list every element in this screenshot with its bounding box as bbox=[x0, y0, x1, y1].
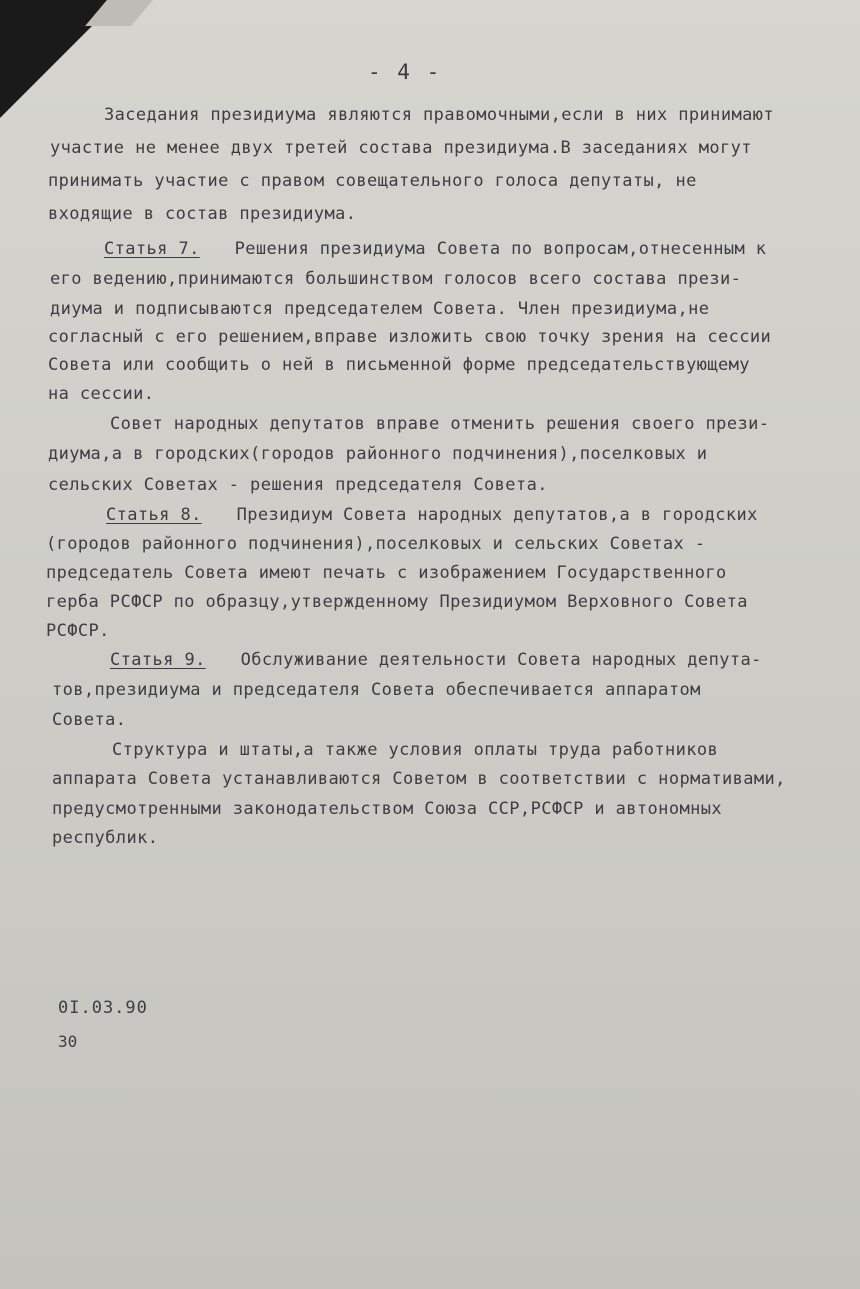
article-9-heading: Статья 9. bbox=[110, 650, 206, 670]
article-7-heading: Статья 7. bbox=[104, 239, 200, 259]
document-code: 30 bbox=[58, 1032, 78, 1051]
text-line: республик. bbox=[52, 828, 159, 848]
text-line: тов,президиума и председателя Совета обеспечивается аппаратом bbox=[52, 680, 701, 700]
text-line: Заседания президиума являются правомочными,если в них принимают bbox=[104, 105, 774, 125]
text-line: (городов районного подчинения),поселковых и сельских Советах - bbox=[46, 534, 706, 554]
text-line: председатель Совета имеют печать с изображением Государственного bbox=[46, 563, 727, 583]
article-8-heading: Статья 8. bbox=[106, 505, 202, 525]
text-line: РСФСР. bbox=[46, 621, 110, 641]
document-date: 0I.03.90 bbox=[58, 998, 148, 1018]
text-line: Совета или сообщить о ней в письменной форме председательствующему bbox=[48, 355, 750, 375]
text-line: на сессии. bbox=[48, 384, 155, 404]
text-line: диума,а в городских(городов районного подчинения),поселковых и bbox=[48, 444, 708, 464]
text-line: согласный с его решением,вправе изложить свою точку зрения на сессии bbox=[48, 327, 772, 347]
text-line: Совета. bbox=[52, 710, 127, 730]
text-line: аппарата Совета устанавливаются Советом в соответствии с нормативами, bbox=[52, 769, 786, 789]
text-line: входящие в состав президиума. bbox=[48, 204, 357, 224]
text-line: Обслуживание деятельности Совета народных депута- bbox=[230, 650, 762, 670]
text-line: Решения президиума Совета по вопросам,отнесенным к bbox=[224, 239, 767, 259]
text-line: герба РСФСР по образцу,утвержденному Президиумом Верховного Совета bbox=[46, 592, 748, 612]
text-line: Президиум Совета народных депутатов,а в городских bbox=[226, 505, 758, 525]
text-line: сельских Советах - решения председателя Совета. bbox=[48, 475, 548, 495]
text-line: диума и подписываются председателем Совета. Член президиума,не bbox=[50, 299, 710, 319]
text-line: принимать участие с правом совещательного голоса депутаты, не bbox=[48, 171, 697, 191]
text-line: Совет народных депутатов вправе отменить решения своего прези- bbox=[110, 414, 770, 434]
text-line: его ведению,принимаются большинством голосов всего состава прези- bbox=[50, 269, 742, 289]
text-line: Структура и штаты,а также условия оплаты труда работников bbox=[112, 740, 719, 760]
text-line: предусмотренными законодательством Союза ССР,РСФСР и автономных bbox=[52, 799, 722, 819]
page-number: - 4 - bbox=[368, 60, 442, 84]
text-line: участие не менее двух третей состава президиума.В заседаниях могут bbox=[50, 138, 752, 158]
